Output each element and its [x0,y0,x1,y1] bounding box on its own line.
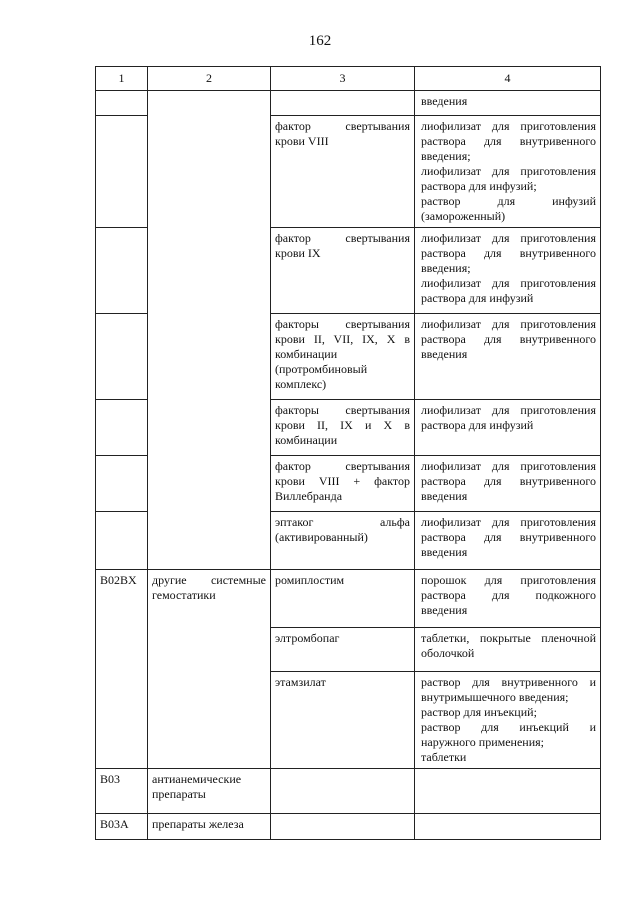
code-cell [96,512,148,570]
dosage-form: лиофилизат для приготовления раствора для инфузий [421,276,596,305]
dosage-form: порошок для приготовления раствора для подкожного введения [421,573,596,617]
drug-name-cell: эптаког альфа (активированный) [271,512,415,570]
dosage-form: введения [421,94,468,108]
dosage-forms-cell [415,314,601,400]
dosage-form: лиофилизат для приготовления раствора для инфузий; [421,164,596,193]
dosage-forms-cell [415,116,601,228]
table-row [96,814,601,840]
drug-name-cell: этамзилат [271,672,415,769]
code-cell [96,116,148,228]
dosage-form: таблетки, покрытые пленочной оболочкой [421,631,596,660]
drug-name-cell [271,91,415,116]
code-cell [96,456,148,512]
code-cell: B03 [96,769,148,814]
code-cell: B03A [96,814,148,840]
dosage-forms-cell [415,512,601,570]
drug-name-cell: элтромбопаг [271,628,415,672]
drug-name-cell: факторы свертывания крови II, VII, IX, X в комбинации (протромбиновый комплекс) [271,314,415,400]
dosage-form: лиофилизат для приготовления раствора для внутривенного введения [421,317,596,361]
table-header-row [96,67,601,91]
header-cell-2: 2 [148,67,271,91]
header-cell-4: 4 [415,67,601,91]
dosage-form: лиофилизат для приготовления раствора для внутривенного введения [421,459,596,503]
dosage-forms-cell [415,228,601,314]
dosage-forms-cell [415,769,601,814]
group-cell: антианемические препараты [148,769,271,814]
group-cell: другие системные гемостатики [148,570,271,769]
dosage-forms-cell [415,628,601,672]
drug-name-cell [271,814,415,840]
table-row [96,91,601,116]
table-row [96,769,601,814]
code-cell [96,91,148,116]
group-cell [148,91,271,570]
dosage-forms-cell [415,814,601,840]
dosage-forms-cell [415,400,601,456]
code-cell: B02BX [96,570,148,769]
group-cell: препараты железа [148,814,271,840]
drug-name-cell [271,769,415,814]
dosage-form: лиофилизат для приготовления раствора для внутривенного введения [421,515,596,559]
dosage-forms-cell [415,456,601,512]
code-cell [96,314,148,400]
code-cell [96,228,148,314]
table-row [96,570,601,628]
header-cell-1: 1 [96,67,148,91]
drug-name-cell: факторы свертывания крови II, IX и X в комбинации [271,400,415,456]
dosage-form: раствор для инфузий (замороженный) [421,194,596,223]
dosage-forms-cell [415,672,601,769]
dosage-form: лиофилизат для приготовления раствора для инфузий [421,403,596,432]
code-cell [96,400,148,456]
dosage-form: раствор для инъекций и наружного применения; [421,720,596,749]
dosage-forms-cell [415,91,601,116]
drug-name-cell: фактор свертывания крови VIII [271,116,415,228]
drug-table [95,66,601,840]
dosage-forms-cell [415,570,601,628]
dosage-form: лиофилизат для приготовления раствора для внутривенного введения; [421,119,596,163]
drug-name-cell: фактор свертывания крови VIII + фактор Виллебранда [271,456,415,512]
drug-name-cell: фактор свертывания крови IX [271,228,415,314]
page-number: 162 [308,33,332,49]
dosage-form: раствор для внутривенного и внутримышечного введения; [421,675,596,704]
dosage-form: лиофилизат для приготовления раствора для внутривенного введения; [421,231,596,275]
drug-name-cell: ромиплостим [271,570,415,628]
dosage-form: таблетки [421,750,467,764]
dosage-form: раствор для инъекций; [421,705,537,719]
header-cell-3: 3 [271,67,415,91]
